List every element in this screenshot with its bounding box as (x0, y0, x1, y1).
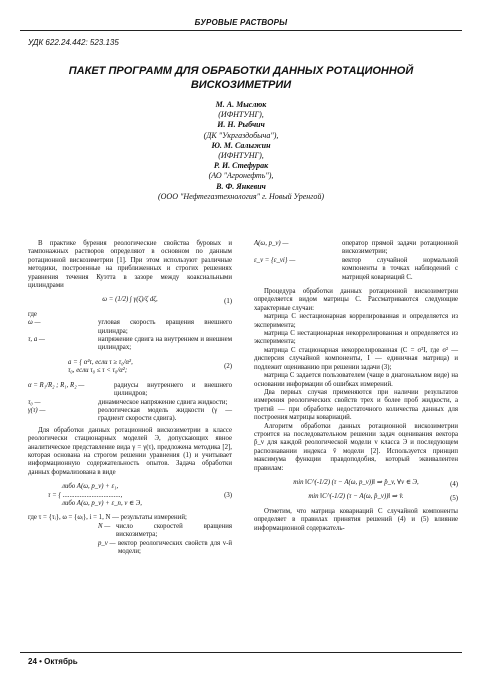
method-paragraph: Для обработки данных ротационной вискозиметрии в классе реологически стационарных моделей Э, допускающих явное аналитическое представление вида γ = γ(τ), предложена методика [2], которая основана на строгом решении уравнения (1) и учитывает информационную содержательность опытов. Задача обработки данных формализована в виде (28, 426, 232, 476)
definition-row (28, 336, 232, 353)
author-affiliation: (ДК "Укргаздобыча"), (203, 130, 279, 140)
author-name: В. Ф. Янкевич (216, 181, 266, 191)
definition-row (28, 523, 232, 540)
where-label: где (28, 310, 37, 318)
header-rule (20, 30, 462, 31)
equation-1 (28, 296, 232, 304)
definition-row (254, 240, 458, 257)
definition-symbol: τ, a — (28, 336, 45, 344)
definition-text: напряжение сдвига на внутреннем и внешнем цилиндрах; (98, 336, 232, 352)
definition-symbol: p_v — (98, 539, 116, 547)
author-affiliation: (АО "Агронефть"), (208, 171, 274, 181)
definition-text: оператор прямой задачи ротационной вискозиметрии; (342, 240, 458, 256)
equation-2-number: (2) (224, 362, 232, 370)
usage-paragraph: Два первых случая применяются при наличии результатов измерения реологических свойств трех и более проб жидкости, а третий — при обработке недостаточного количества данных для построения матрицы ковариаций. (254, 388, 458, 422)
section-header: БУРОВЫЕ РАСТВОРЫ (194, 18, 288, 27)
closing-paragraph: Отметим, что матрица ковариаций С случайной компоненты определяет в правилах принятия решений (4) и (5) влияние информационной содержатель- (254, 507, 458, 532)
definition-row (28, 399, 232, 407)
case-paragraph: матрица С задается пользователем (чаще в диагональном виде) на основании информации об ошибках измерений. (254, 372, 458, 388)
procedure-paragraph: Процедура обработки данных ротационной вискозиметрии определяется видом матрицы С. Рассматриваются следующие характерные случаи: (254, 288, 458, 312)
footer-rule (20, 652, 462, 653)
definition-symbol: τ₀ — (28, 398, 41, 406)
equation-1-number: (1) (224, 298, 232, 306)
case-paragraph: матрица С нестационарная коррелированная и определяется из эксперимента; (254, 313, 458, 329)
equation-5 (254, 493, 458, 501)
definition-text: радиусы внутреннего и внешнего цилиндров; (114, 381, 232, 398)
author-name: И. Н. Рыбчич (217, 120, 265, 130)
equation-4-number: (4) (450, 480, 458, 488)
equation-2-line: a = { α²τ, если τ ≥ τ₀/α², (68, 358, 133, 366)
author-name: Ю. М. Салыжин (211, 140, 271, 150)
equation-2 (28, 359, 232, 376)
definition-row (28, 382, 232, 399)
definition-row (28, 319, 232, 336)
equation-2-line: τ₀, если τ₀ ≤ τ < τ₀/α²; (68, 367, 128, 375)
equation-3-line: либо A(ω, p_v) + ε_n, v ∈ Э, (62, 499, 142, 507)
definition-text: угловая скорость вращения внешнего цилиндра; (98, 319, 232, 335)
algorithm-paragraph: Алгоритм обработки данных ротационной вискозиметрии строится на последовательном решении задач оценивания вектора p̂_v для каждой реологической модели v класса Э и последующем распознавании индекса v̂ модели [2]. Используется принцип максимума функции правдоподобия, который эквивалентен правилам: (254, 422, 458, 472)
definition-symbol: ω — (28, 319, 41, 327)
case-paragraph: матрица С нестационарная некоррелированная и определяется из эксперимента; (254, 330, 458, 346)
equation-4 (254, 479, 458, 487)
definition-text: вектор реологических свойств для v-й модели; (118, 539, 232, 555)
author-affiliation: (ИФНТУНГ), (218, 151, 264, 161)
definition-symbol: ε_v = {ε_vi} — (254, 256, 296, 264)
udk-code: УДК 622.24.442: 523.135 (28, 38, 119, 47)
right-column (254, 240, 458, 533)
author-name: Р. И. Стефурак (213, 161, 269, 171)
equation-3-line: либо A(ω, p_v) + ε₁, (62, 483, 119, 491)
definition-row (254, 257, 458, 282)
definition-text: число скоростей вращения вискозиметра; (116, 522, 232, 539)
definition-row (28, 540, 232, 557)
equation-1-body: ω = (1/2) ∫ γ(ζ)/ζ dζ, (102, 296, 158, 304)
case-paragraph: матрица С стационарная некоррелированная (C = σ²I, где σ² — дисперсия случайной компоненты, I — единичная матрица) и подлежит оцениванию при решении задачи (3); (254, 346, 458, 371)
intro-paragraph: В практике бурения реологические свойства буровых и тампонажных растворов определяют в основном по данным ротационной вискозиметрии [1]. При этом используют различные методики, построенные на приближенных и строгих решениях уравнения течения Куэтта в зазоре между коаксиальными цилиндрами (28, 240, 232, 290)
definition-symbol: N — (98, 522, 111, 530)
equation-3-line: τ = { .................................., (48, 491, 123, 499)
author-name: М. А. Мыслюк (215, 100, 267, 109)
where-results: где τ = {τᵢ}, ω = {ωᵢ}, i = 1, N — результаты измерений; (28, 514, 187, 522)
definition-row (28, 407, 232, 424)
authors-block (60, 100, 422, 202)
author-affiliation: (ИФНТУНГ), (218, 110, 264, 120)
definition-symbol: γ(τ) — (28, 406, 46, 414)
page-footer: 24 • Октябрь (28, 657, 78, 666)
definition-text: вектор случайной нормальной компоненты в точках наблюдений с матрицей ковариаций C. (342, 256, 458, 281)
definition-text: реологическая модель жидкости (γ — градиент скорости сдвига). (98, 406, 232, 423)
left-column (28, 240, 232, 556)
equation-4-body: min ‖C^(-1/2) (τ − A(ω, p_v))‖ ⇒ p̂_v, ∀v ∈ Э, (293, 478, 419, 486)
equation-3 (28, 483, 232, 508)
definition-symbol: A(ω, p_v) — (254, 240, 289, 247)
article-title: ПАКЕТ ПРОГРАММ ДЛЯ ОБРАБОТКИ ДАННЫХ РОТАЦИОННОЙ ВИСКОЗИМЕТРИИ (68, 65, 414, 91)
definition-symbol: α = R₁/R₂ ; R₁, R₂ — (28, 381, 85, 389)
definition-text: динамическое напряжение сдвига жидкости; (98, 398, 228, 406)
author-affiliation: (ООО "Нефтегазтехнология" г. Новый Уренгой) (157, 191, 324, 201)
equation-5-body: min ‖C^(-1/2) (τ − A(ω, p̂_v))‖ ⇒ v̂. (308, 493, 404, 501)
equation-5-number: (5) (450, 495, 458, 503)
equation-3-number: (3) (224, 492, 232, 500)
